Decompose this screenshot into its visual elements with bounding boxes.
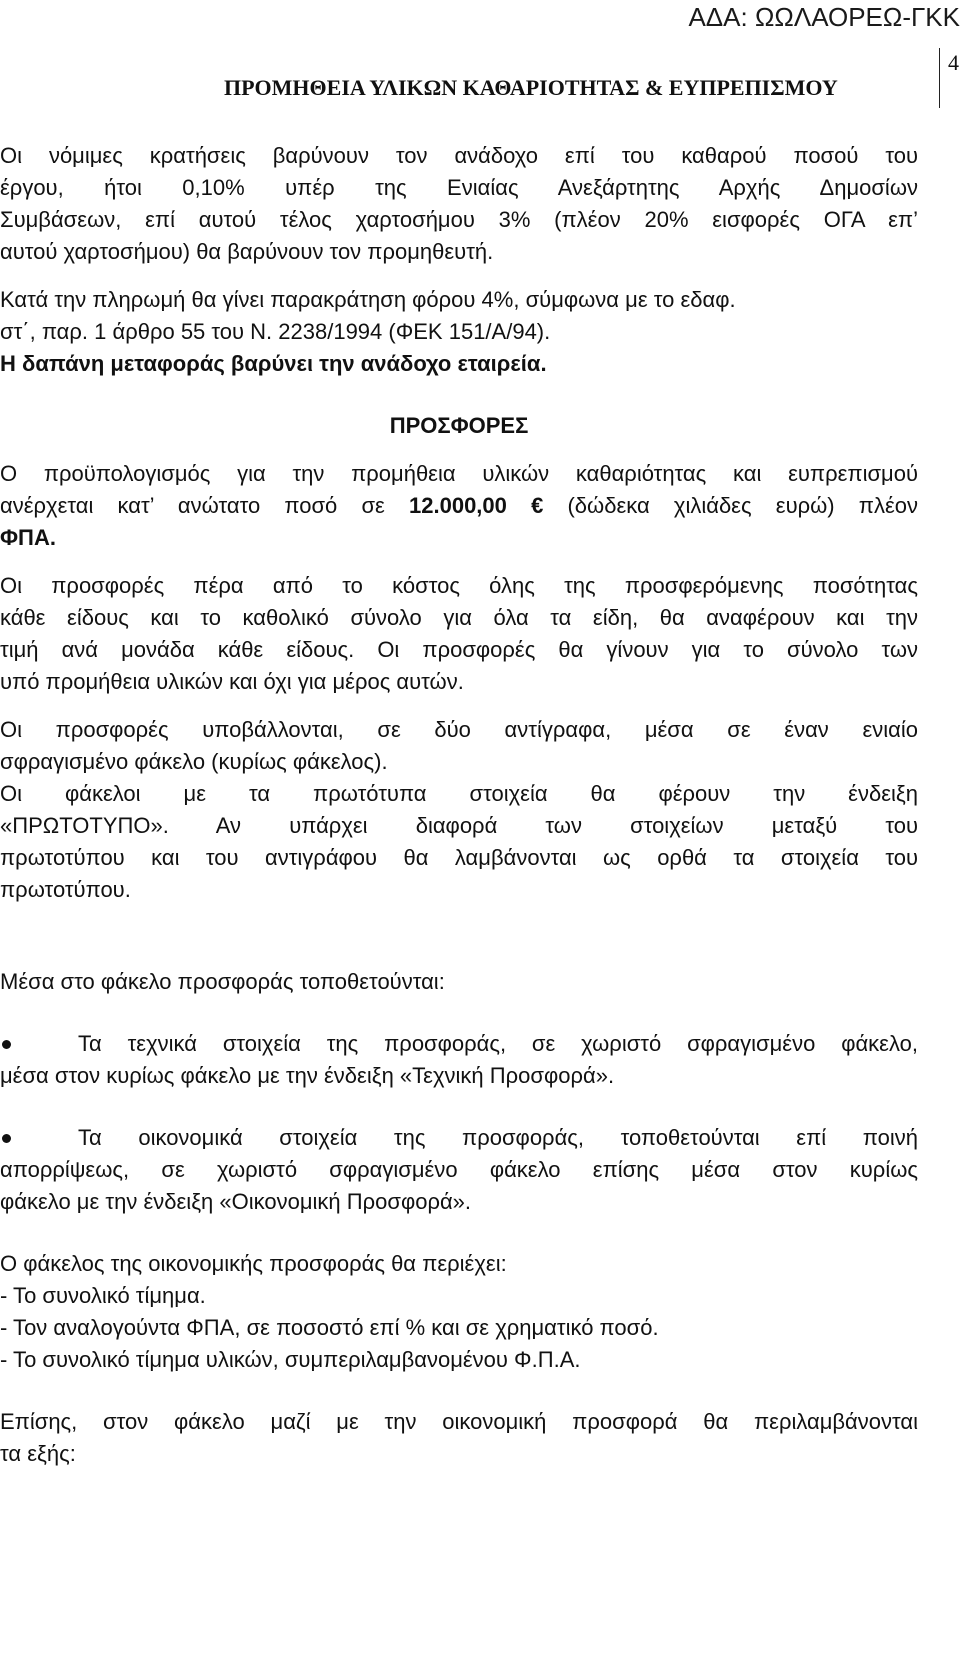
paragraph-line: Ο προϋπολογισμός για την προμήθεια υλικών καθαριότητας και ευπρεπισμού	[0, 461, 918, 486]
list-item: - Το συνολικό τίμημα υλικών, συμπεριλαμβανομένου Φ.Π.Α.	[0, 1347, 581, 1372]
paragraph-line: πρωτοτύπου και του αντιγράφου θα λαμβάνονται ως ορθά τα στοιχεία του	[0, 845, 918, 870]
paragraph-line: Κατά την πληρωμή θα γίνει παρακράτηση φόρου 4%, σύμφωνα με το εδαφ.	[0, 287, 736, 312]
paragraph-line: στ΄, παρ. 1 άρθρο 55 του Ν. 2238/1994 (ΦΕΚ 151/Α/94).	[0, 319, 551, 344]
offers-heading: ΠΡΟΣΦΟΡΕΣ	[389, 413, 529, 438]
paragraph-line: ΦΠΑ.	[0, 525, 56, 550]
budget-text-suffix: (δώδεκα χιλιάδες ευρώ) πλέον	[567, 493, 918, 518]
paragraph-line: Τα οικονομικά στοιχεία της προσφοράς, τοποθετούνται επί ποινή	[78, 1125, 918, 1150]
document-header-title: ΠΡΟΜΗΘΕΙΑ ΥΛΙΚΩΝ ΚΑΘΑΡΙΟΤΗΤΑΣ & ΕΥΠΡΕΠΙΣΜΟΥ	[224, 75, 838, 100]
document-body	[0, 140, 918, 1470]
paragraph-line: Οι νόμιμες κρατήσεις βαρύνουν τον ανάδοχο επί του καθαρού ποσού του	[0, 143, 918, 168]
paragraph-line: σφραγισμένο φάκελο (κυρίως φάκελος).	[0, 749, 388, 774]
euro-symbol: €	[531, 493, 544, 518]
list-item: - Τον αναλογούντα ΦΠΑ, σε ποσοστό επί % και σε χρηματικό ποσό.	[0, 1315, 659, 1340]
page-number: 4	[948, 50, 959, 75]
bullet-item	[0, 1122, 918, 1154]
bullet-item	[0, 1028, 918, 1060]
bullet-icon	[2, 1134, 11, 1143]
financial-envelope-intro: Ο φάκελος της οικονομικής προσφοράς θα περιέχει:	[0, 1251, 507, 1276]
paragraph-line: Επίσης, στον φάκελο μαζί με την οικονομική προσφορά θα περιλαμβάνονται	[0, 1409, 918, 1434]
bullet-icon	[2, 1040, 11, 1049]
paragraph-line: τιμή ανά μονάδα κάθε είδους. Οι προσφορές θα γίνουν για το σύνολο των	[0, 637, 918, 662]
budget-amount: 12.000,00	[409, 493, 507, 518]
transport-cost-note: Η δαπάνη μεταφοράς βαρύνει την ανάδοχο εταιρεία.	[0, 351, 547, 376]
paragraph-line: μέσα στον κυρίως φάκελο με την ένδειξη «Τεχνική Προσφορά».	[0, 1063, 615, 1088]
budget-line	[0, 490, 918, 522]
paragraph-line: τα εξής:	[0, 1441, 76, 1466]
paragraph-line: Τα τεχνικά στοιχεία της προσφοράς, σε χωριστό σφραγισμένο φάκελο,	[78, 1031, 918, 1056]
paragraph-line: απορρίψεως, σε χωριστό σφραγισμένο φάκελο επίσης μέσα στον κυρίως	[0, 1157, 918, 1182]
paragraph-line: Οι φάκελοι με τα πρωτότυπα στοιχεία θα φέρουν την ένδειξη	[0, 781, 918, 806]
list-item: - Το συνολικό τίμημα.	[0, 1283, 206, 1308]
ada-code: ΑΔΑ: ΩΩΛΑΟΡΕΩ-ΓΚΚ	[688, 2, 960, 32]
budget-text-prefix: ανέρχεται κατ’ ανώτατο ποσό σε	[0, 493, 385, 518]
paragraph-line: πρωτοτύπου.	[0, 877, 131, 902]
paragraph-line: φάκελο με την ένδειξη «Οικονομική Προσφορά».	[0, 1189, 472, 1214]
header-divider	[939, 48, 940, 108]
envelope-intro: Μέσα στο φάκελο προσφοράς τοποθετούνται:	[0, 969, 445, 994]
paragraph-line: αυτού χαρτοσήμου) θα βαρύνουν τον προμηθευτή.	[0, 239, 494, 264]
paragraph-line: Συμβάσεων, επί αυτού τέλος χαρτοσήμου 3% (πλέον 20% εισφορές ΟΓΑ επ’	[0, 207, 918, 232]
paragraph-line: έργου, ήτοι 0,10% υπέρ της Ενιαίας Ανεξάρτητης Αρχής Δημοσίων	[0, 175, 918, 200]
paragraph-line: Οι προσφορές υποβάλλονται, σε δύο αντίγραφα, μέσα σε έναν ενιαίο	[0, 717, 918, 742]
paragraph-line: Οι προσφορές πέρα από το κόστος όλης της προσφερόμενης ποσότητας	[0, 573, 918, 598]
paragraph-line: κάθε είδους και το καθολικό σύνολο για όλα τα είδη, θα αναφέρουν και την	[0, 605, 918, 630]
paragraph-line: «ΠΡΩΤΟΤΥΠΟ». Αν υπάρχει διαφορά των στοιχείων μεταξύ του	[0, 813, 918, 838]
paragraph-line: υπό προμήθεια υλικών και όχι για μέρος αυτών.	[0, 669, 464, 694]
